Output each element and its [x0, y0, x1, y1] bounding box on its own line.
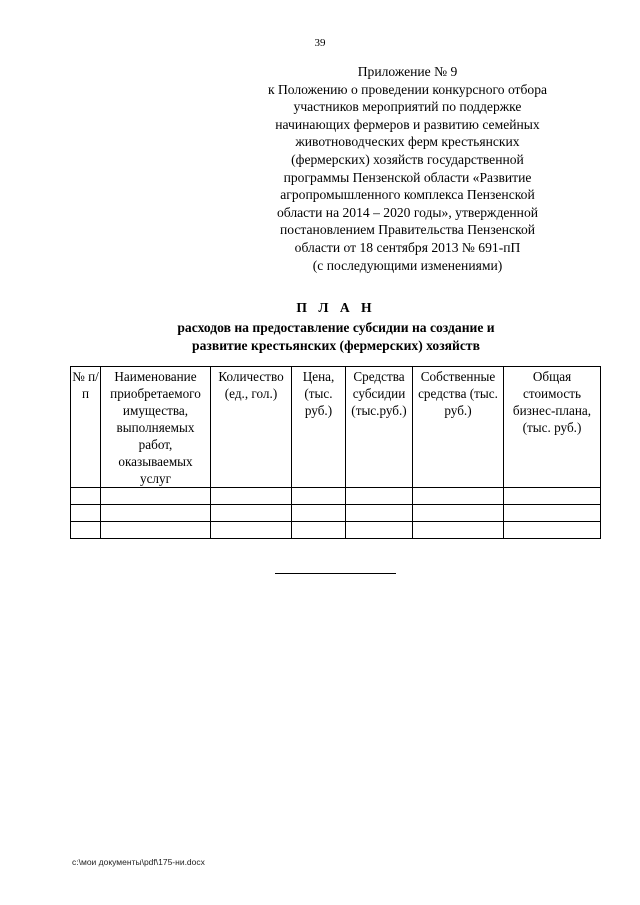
plan-title: П Л А Н	[296, 300, 376, 315]
plan-subtitle	[0, 319, 640, 354]
appendix-line: агропромышленного комплекса Пензенской	[280, 187, 535, 203]
table-cell	[413, 505, 504, 522]
appendix-line: участников мероприятий по поддержке	[293, 99, 522, 115]
header-item-name: Наименование приобретаемого имущества, выполняемых работ, оказываемых услуг	[101, 367, 211, 488]
table-cell	[292, 522, 346, 539]
page-number: 39	[314, 37, 326, 49]
appendix-line: области на 2014 – 2020 годы», утвержденной	[276, 204, 539, 220]
appendix-header	[230, 63, 585, 274]
table-cell	[504, 505, 601, 522]
appendix-line: Приложение № 9	[357, 64, 458, 79]
header-price: Цена, (тыс. руб.)	[292, 367, 346, 488]
table-cell	[101, 522, 211, 539]
table-cell	[211, 522, 292, 539]
table-cell	[346, 505, 413, 522]
appendix-line: к Положению о проведении конкурсного отбора	[267, 81, 548, 97]
table-row	[71, 488, 601, 505]
header-quantity: Количество (ед., гол.)	[211, 367, 292, 488]
appendix-line: области от 18 сентября 2013 № 691-пП	[294, 239, 521, 255]
separator-line	[275, 573, 396, 574]
plan-subtitle-line: развитие крестьянских (фермерских) хозяйств	[192, 337, 480, 353]
appendix-line: программы Пензенской области «Развитие	[283, 169, 532, 185]
table-cell	[504, 522, 601, 539]
table-cell	[101, 488, 211, 505]
table-cell	[101, 505, 211, 522]
table-cell	[413, 488, 504, 505]
appendix-line: (фермерских) хозяйств государственной	[291, 151, 524, 167]
table-cell	[292, 505, 346, 522]
file-path-footer: c:\мои документы\pdf\175-ни.docx	[72, 857, 205, 867]
table-cell	[71, 505, 101, 522]
table-cell	[292, 488, 346, 505]
table-row	[71, 522, 601, 539]
table-cell	[504, 488, 601, 505]
expense-plan-table	[70, 366, 601, 539]
header-subsidy-funds: Средства субсидии (тыс.руб.)	[346, 367, 413, 488]
header-total-cost: Общая стоимость бизнес-плана, (тыс. руб.)	[504, 367, 601, 488]
table-cell	[211, 488, 292, 505]
header-own-funds: Собственные средства (тыс. руб.)	[413, 367, 504, 488]
table-header-row	[71, 367, 601, 488]
appendix-line: начинающих фермеров и развитию семейных	[275, 116, 540, 132]
table-row	[71, 505, 601, 522]
table-cell	[346, 522, 413, 539]
table-cell	[346, 488, 413, 505]
header-number: № п/п	[71, 367, 101, 488]
table-cell	[211, 505, 292, 522]
appendix-line: (с последующими изменениями)	[312, 257, 503, 273]
table-cell	[71, 522, 101, 539]
table-cell	[413, 522, 504, 539]
appendix-line: постановлением Правительства Пензенской	[279, 222, 536, 238]
table-cell	[71, 488, 101, 505]
plan-subtitle-line: расходов на предоставление субсидии на создание и	[177, 320, 495, 335]
appendix-line: животноводческих ферм крестьянских	[295, 134, 520, 150]
